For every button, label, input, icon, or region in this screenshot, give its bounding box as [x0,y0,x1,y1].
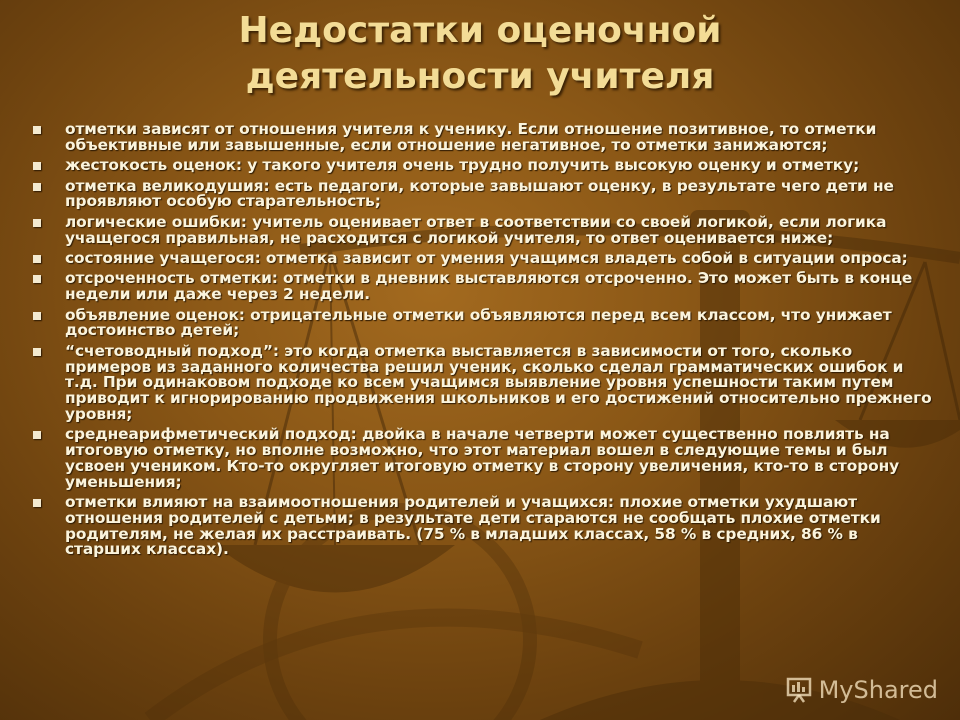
presentation-icon [785,676,813,704]
square-bullet-icon [33,275,41,283]
list-item [30,122,935,154]
square-bullet-icon [33,312,41,320]
watermark [785,676,938,704]
list-item [30,271,935,303]
list-item [30,158,935,174]
square-bullet-icon [33,219,41,227]
square-bullet-icon [33,499,41,507]
square-bullet-icon [33,183,41,191]
list-item [30,248,935,267]
list-item-text: отметка великодушия: есть педагоги, которые завышают оценку, в результате чего дети не проявляют особую старательность; [65,176,894,211]
slide-title: Недостатки оценочной деятельности учителя [238,10,722,97]
list-item [30,495,935,558]
list-item-text: объявление оценок: отрицательные отметки объявляются перед всем классом, что унижает достоинство детей; [65,305,892,340]
list-item-text: отметки зависят от отношения учителя к ученику. Если отношение позитивное, то отметки объективные или завышенные, если отношение негативное, то отметки занижаются; [65,120,877,154]
list-item-text: состояние учащегося: отметка зависит от умения учащимся владеть собой в ситуации опроса; [65,248,908,267]
square-bullet-icon [33,348,41,356]
square-bullet-icon [33,162,41,170]
list-item-text: отсроченность отметки: отметки в дневник выставляются отсроченно. Это может быть в конце недели или даже через 2 недели. [65,269,913,304]
square-bullet-icon [33,255,41,263]
list-item-text: отметки влияют на взаимоотношения родителей и учащихся: плохие отметки ухудшают отношения родителей с детьми; в результате дети стараются не сообщать плохие отметки родителям, не желая их расстраивать. (75 % в младших классах, 58 % в средних, 86 % в старших классах). [65,493,881,559]
list-item [30,427,935,490]
list-item [30,305,935,340]
list-item-text: жестокость оценок: у такого учителя очень трудно получить высокую оценку и отметку; [65,156,860,175]
list-item-text: “счетоводный подход”: это когда отметка выставляется в зависимости от того, сколько примеров из заданного количества решил ученик, сколько сделал грамматических ошибок и т.д. При одинаковом подходе ко всем учащимся выявление уровня успешности таким путем приводит к игнорированию продвижения школьников и его достижений относительно прежнего уровня; [65,341,932,423]
square-bullet-icon [33,126,41,134]
list-item [30,212,935,247]
bullet-list [30,122,935,563]
list-item [30,176,935,211]
list-item-text: логические ошибки: учитель оценивает ответ в соответствии со своей логикой, если логика учащегося правильная, не расходится с логикой учителя, то ответ оценивается ниже; [65,212,887,247]
list-item [30,341,935,423]
watermark-text: MyShared [818,676,938,704]
list-item-text: среднеарифметический подход: двойка в начале четверти может существенно повлиять на итоговую отметку, но вполне возможно, что этот материал вошел в следующие темы и был усвоен учеником. Кто-то округляет итоговую отметку в сторону увеличения, кто-то в сторону уменьшения; [65,425,900,491]
square-bullet-icon [33,431,41,439]
